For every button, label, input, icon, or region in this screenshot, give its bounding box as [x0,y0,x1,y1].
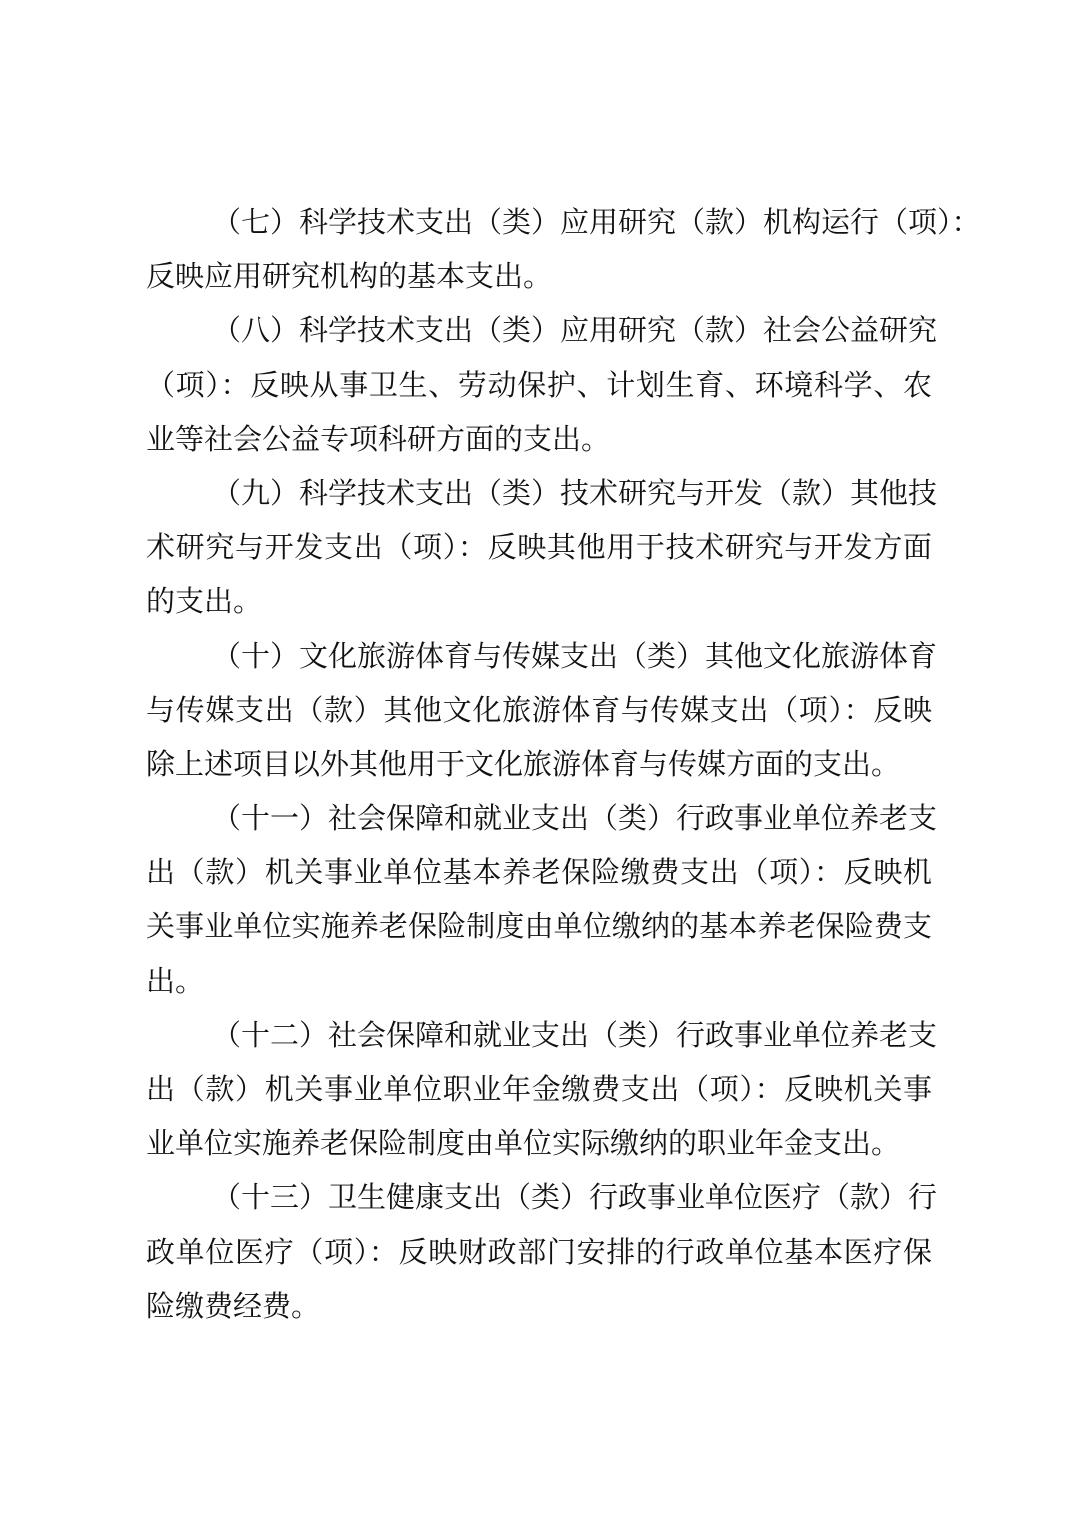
text-line: 出（款）机关事业单位基本养老保险缴费支出（项）：反映机 [146,855,932,890]
text-line: 政单位医疗（项）：反映财政部门安排的行政单位基本医疗保 [146,1234,932,1269]
text-line: 出（款）机关事业单位职业年金缴费支出（项）：反映机关事 [146,1072,932,1106]
text-line: 业等社会公益专项科研方面的支出。 [146,421,611,456]
paragraph [146,1008,938,1171]
text-line: （九）科学技术支出（类）技术研究与开发（款）其他技 [212,475,938,510]
text-line: （十三）卫生健康支出（类）行政事业单位医疗（款）行 [212,1180,938,1215]
text-line: 反映应用研究机构的基本支出。 [146,259,553,294]
text-line: （项）：反映从事卫生、劳动保护、计划生育、环境科学、农 [146,367,932,402]
text-line: 与传媒支出（款）其他文化旅游体育与传媒支出（项）：反映 [146,692,932,727]
text-line: 关事业单位实施养老保险制度由单位缴纳的基本养老保险费支 [146,909,932,944]
text-line: （十）文化旅游体育与传媒支出（类）其他文化旅游体育 [212,638,938,673]
text-line: 出。 [146,963,205,998]
text-line: 的支出。 [146,584,263,619]
text-line: 术研究与开发支出（项）：反映其他用于技术研究与开发方面 [146,530,932,565]
paragraph [146,1170,938,1333]
paragraph [146,466,938,629]
paragraph [146,195,981,303]
text-line: （十一）社会保障和就业支出（类）行政事业单位养老支 [212,801,938,836]
text-line: （七）科学技术支出（类）应用研究（款）机构运行（项）： [212,205,981,239]
paragraph [146,303,938,466]
text-line: 除上述项目以外其他用于文化旅游体育与传媒方面的支出。 [146,746,901,781]
text-line: （十二）社会保障和就业支出（类）行政事业单位养老支 [212,1017,938,1052]
text-line: 险缴费经费。 [146,1288,321,1323]
paragraph [146,791,938,1008]
text-line: 业单位实施养老保险制度由单位实际缴纳的职业年金支出。 [146,1126,901,1161]
paragraph [146,629,938,792]
text-line: （八）科学技术支出（类）应用研究（款）社会公益研究 [212,313,938,348]
document-body [146,195,981,1333]
